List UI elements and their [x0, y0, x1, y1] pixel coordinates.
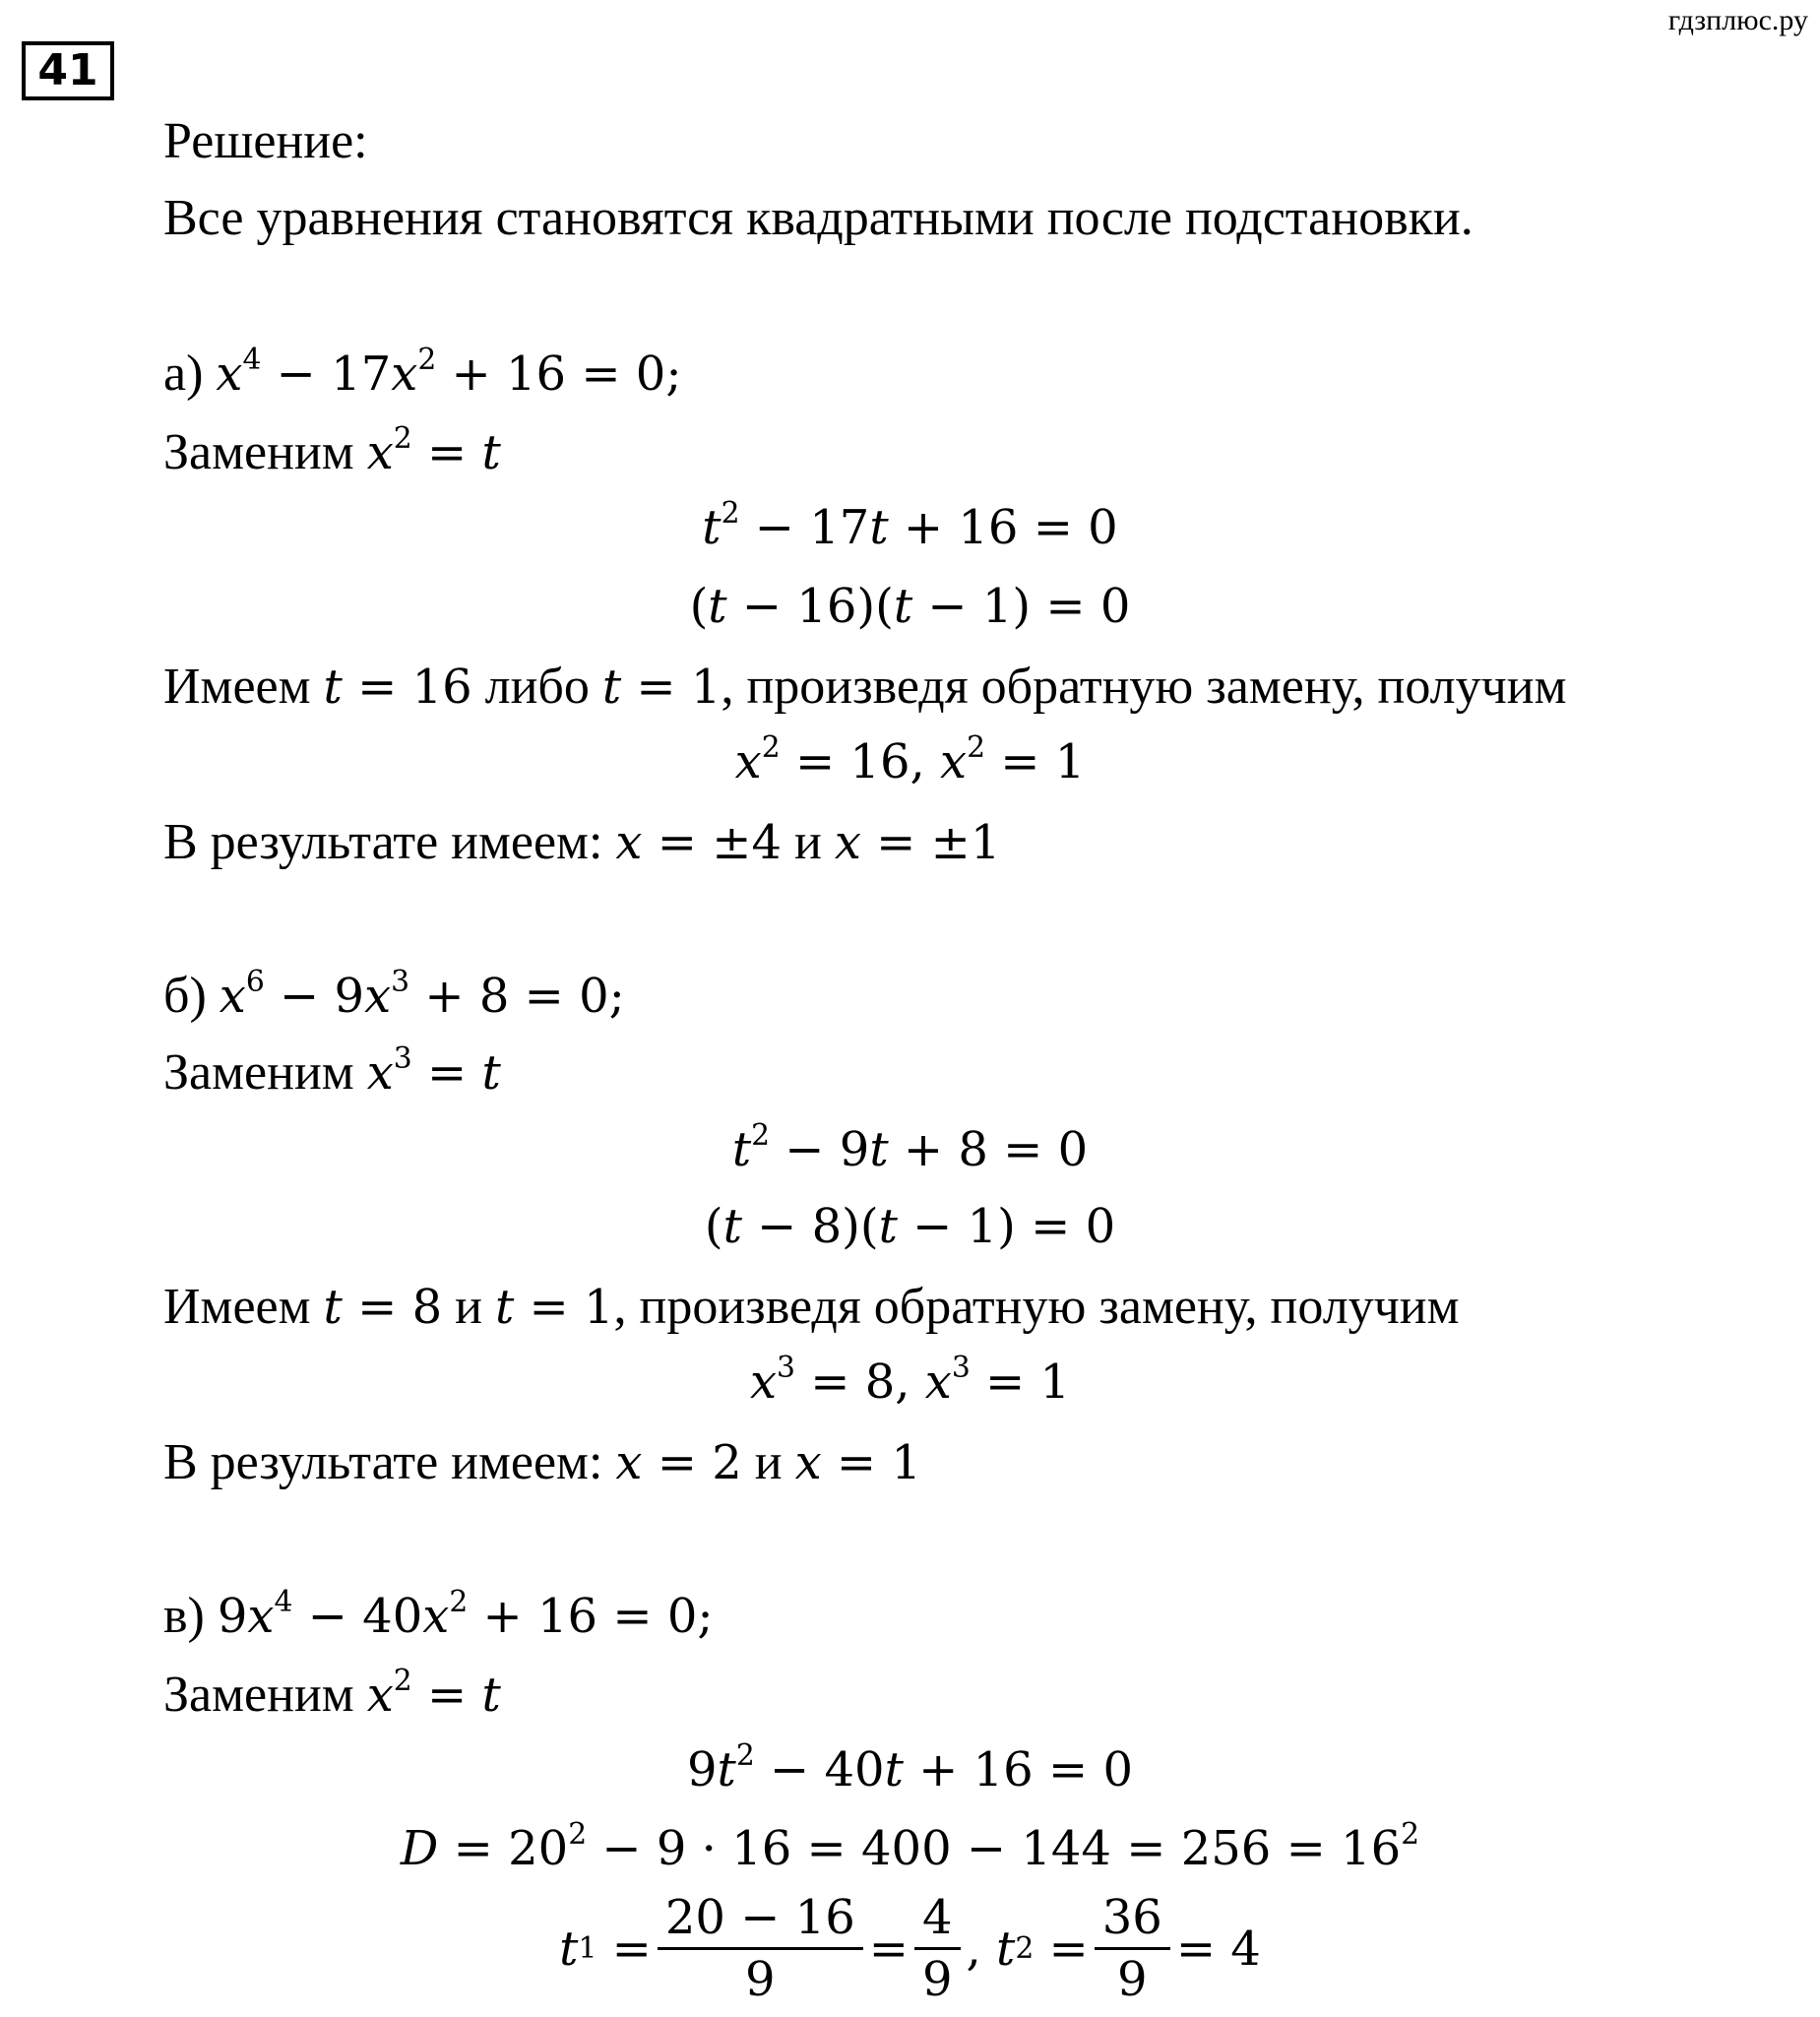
have-word: Имеем	[163, 1279, 311, 1335]
site-label: гдзплюс.ру	[1667, 4, 1808, 36]
intro-text: Все уравнения становятся квадратными после подстановки.	[163, 190, 1474, 246]
have-word: Имеем	[163, 659, 311, 715]
part-v-substitution: Заменим $x^2 = t$	[163, 1664, 501, 1723]
part-v-roots: t 1 = $\frac{20 - 16}{9}$ = $\frac{4}{9}$ , t 2 = $\frac{36}{9}$ = 4	[559, 1890, 1261, 2007]
part-a-quadratic: $t^2 - 17t + 16 = 0$	[702, 496, 1118, 555]
part-v-discriminant: $D = 20^2 - 9 \cdot 16 = 400 - 144 = 256 = 16^2$	[400, 1817, 1420, 1876]
part-a-roots-text: Имеем t = 16 либо t = 1, произведя обратную замену, получим	[163, 659, 1567, 715]
part-b-label: б)	[163, 968, 207, 1024]
fraction: $\frac{4}{9}$	[914, 1894, 961, 2003]
substitution-word: Заменим	[163, 1667, 354, 1723]
and-word: и	[455, 1279, 482, 1335]
part-b-quadratic: $t^2 - 9t + 8 = 0$	[731, 1118, 1089, 1177]
and-word: и	[793, 814, 822, 870]
part-b-substitution: Заменим $x^3 = t$	[163, 1041, 501, 1101]
part-a-equation: а) $x^4 - 17x^2 + 16 = 0$;	[163, 343, 682, 402]
substitution-word: Заменим	[163, 424, 354, 480]
part-b-back-sub: $x^3 = 8$, $x^3 = 1$	[749, 1351, 1071, 1410]
fraction: $\frac{36}{9}$	[1095, 1894, 1170, 2003]
result-text: В результате имеем:	[163, 1434, 603, 1490]
and-word: и	[754, 1434, 783, 1490]
part-a-result: В результате имеем: x = ±4 и x = ±1	[163, 814, 1001, 870]
part-a-label: а)	[163, 346, 204, 402]
fraction: $\frac{20 - 16}{9}$	[658, 1894, 863, 2003]
part-a-factored: (t − 16)(t − 1) = 0	[689, 579, 1131, 634]
part-a-back-sub: $x^2 = 16$, $x^2 = 1$	[734, 730, 1086, 789]
part-b-equation: б) $x^6 - 9x^3 + 8 = 0$;	[163, 965, 625, 1024]
solution-heading: Решение:	[163, 113, 368, 169]
or-word: либо	[484, 659, 590, 715]
part-b-factored: (t − 8)(t − 1) = 0	[704, 1199, 1116, 1254]
result-text: В результате имеем:	[163, 814, 603, 870]
back-sub-text: , произведя обратную замену, получим	[721, 659, 1567, 715]
part-v-quadratic: $9t^2 - 40t + 16 = 0$	[687, 1738, 1133, 1797]
part-b-roots-text: Имеем t = 8 и t = 1, произведя обратную замену, получим	[163, 1279, 1460, 1335]
part-b-result: В результате имеем: x = 2 и x = 1	[163, 1434, 921, 1490]
back-sub-text: , произведя обратную замену, получим	[613, 1279, 1460, 1335]
substitution-word: Заменим	[163, 1044, 354, 1101]
part-v-equation: в) $9x^4 - 40x^2 + 16 = 0$;	[163, 1585, 714, 1644]
task-number: 41	[22, 41, 114, 100]
part-v-label: в)	[163, 1588, 205, 1644]
part-a-substitution: Заменим $x^2 = t$	[163, 421, 501, 480]
